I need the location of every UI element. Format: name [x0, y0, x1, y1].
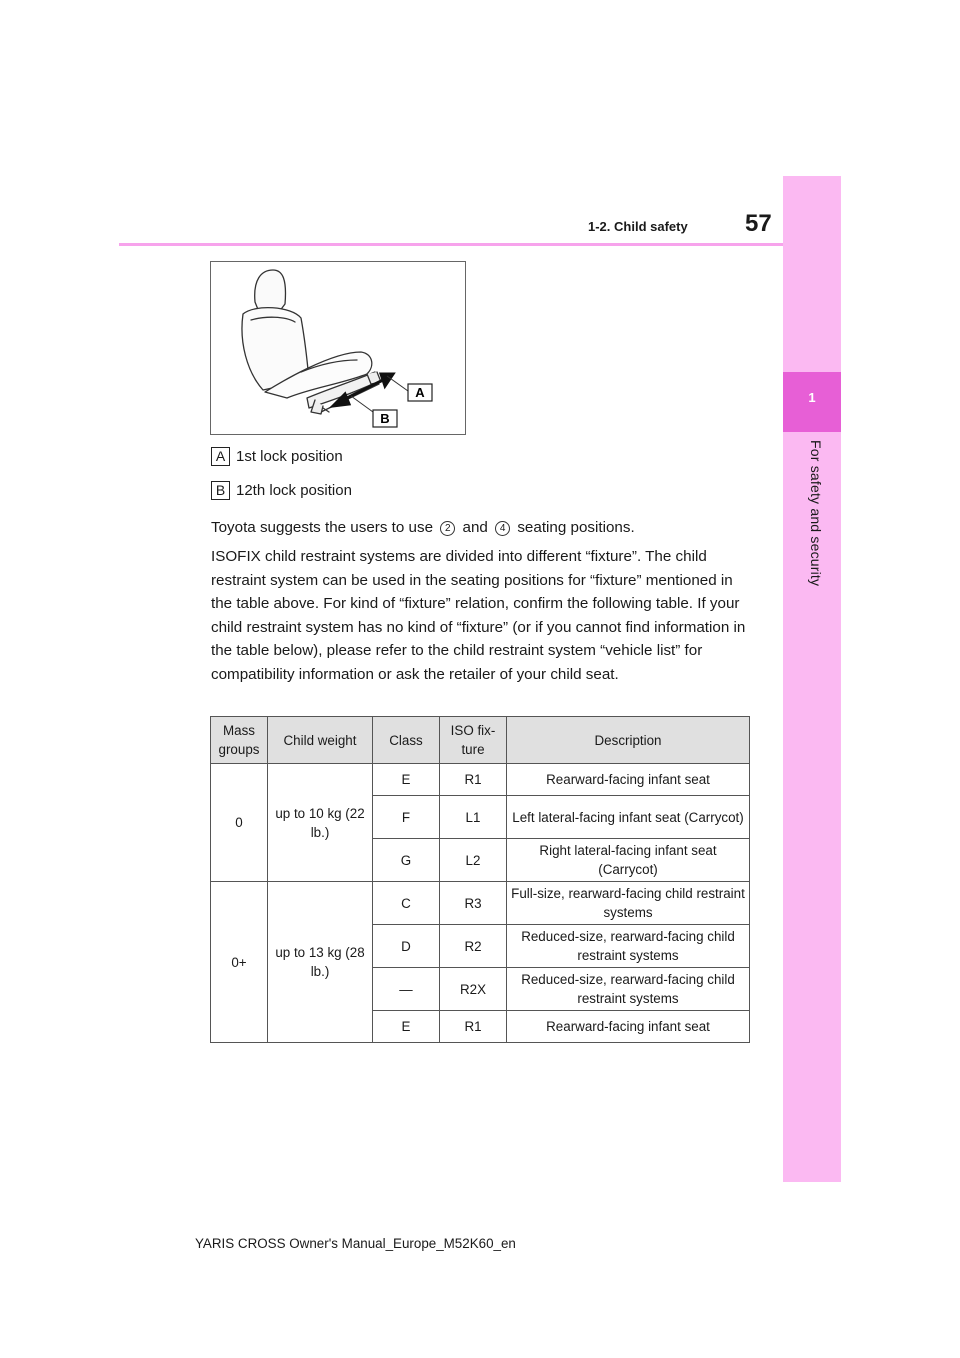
class-cell: E — [373, 764, 440, 796]
isofix-paragraph: ISOFIX child restraint systems are divided into different “fixture”. The child restraint system can be used in the seating positions for “fixture” mentioned in the table above. For kind of “fixture” relation, confirm the following table. If your child restraint system has no kind of “fixture” (or if you cannot find information in the table below), please refer to the child restraint system “vehicle list” for compatibility information or ask the retailer of your child seat. — [211, 548, 746, 683]
table-row — [211, 764, 750, 796]
callout-label-b: B — [380, 411, 390, 426]
header-mass-groups: Mass groups — [211, 717, 268, 764]
legend-row-b — [211, 481, 352, 500]
mass-group-cell: 0 — [211, 764, 268, 882]
legend-key-b: B — [211, 481, 230, 500]
description-cell: Rearward-facing infant seat — [507, 764, 750, 796]
child-weight-cell: up to 13 kg (28 lb.) — [268, 882, 373, 1043]
header-child-weight: Child weight — [268, 717, 373, 764]
description-cell: Full-size, rearward-facing child restraint systems — [507, 882, 750, 925]
table-header-row — [211, 717, 750, 764]
legend-row-a — [211, 447, 343, 466]
suggest-text-mid: and — [462, 519, 488, 536]
mass-group-cell: 0+ — [211, 882, 268, 1043]
suggest-text-pre: Toyota suggests the users to use — [211, 519, 434, 536]
fixture-table — [210, 716, 750, 1043]
callout-label-a: A — [415, 385, 425, 400]
table-row — [211, 882, 750, 925]
child-weight-cell: up to 10 kg (22 lb.) — [268, 764, 373, 882]
header-iso-fixture: ISO fix-ture — [440, 717, 507, 764]
description-cell: Left lateral-facing infant seat (Carrycot) — [507, 796, 750, 839]
chapter-label: For safety and security — [808, 440, 824, 587]
header-class: Class — [373, 717, 440, 764]
iso-cell: L2 — [440, 839, 507, 882]
iso-cell: R1 — [440, 764, 507, 796]
section-title: 1-2. Child safety — [588, 219, 688, 234]
legend-text-b: 12th lock position — [236, 482, 352, 499]
description-cell: Right lateral-facing infant seat (Carrycot) — [507, 839, 750, 882]
page-number: 57 — [745, 210, 772, 237]
iso-cell: R2X — [440, 968, 507, 1011]
chapter-number: 1 — [808, 390, 816, 405]
iso-cell: R1 — [440, 1011, 507, 1043]
class-cell: — — [373, 968, 440, 1011]
suggestion-paragraph — [211, 516, 756, 540]
class-cell: G — [373, 839, 440, 882]
description-cell: Rearward-facing infant seat — [507, 1011, 750, 1043]
footer-manual-title: YARIS CROSS Owner's Manual_Europe_M52K60_en — [195, 1236, 516, 1251]
seat-illustration — [210, 261, 466, 435]
seat-drawing — [211, 262, 465, 434]
description-cell: Reduced-size, rearward-facing child restraint systems — [507, 925, 750, 968]
chapter-side-tab — [783, 176, 841, 1182]
iso-cell: R3 — [440, 882, 507, 925]
legend-key-a: A — [211, 447, 230, 466]
class-cell: F — [373, 796, 440, 839]
iso-cell: L1 — [440, 796, 507, 839]
seat-position-4-icon: 4 — [495, 521, 510, 536]
class-cell: C — [373, 882, 440, 925]
seat-position-2-icon: 2 — [440, 521, 455, 536]
iso-cell: R2 — [440, 925, 507, 968]
description-cell: Reduced-size, rearward-facing child restraint systems — [507, 968, 750, 1011]
class-cell: D — [373, 925, 440, 968]
class-cell: E — [373, 1011, 440, 1043]
header-rule — [119, 243, 783, 246]
suggest-text-post: seating positions. — [517, 519, 635, 536]
legend-text-a: 1st lock position — [236, 448, 343, 465]
header-description: Description — [507, 717, 750, 764]
